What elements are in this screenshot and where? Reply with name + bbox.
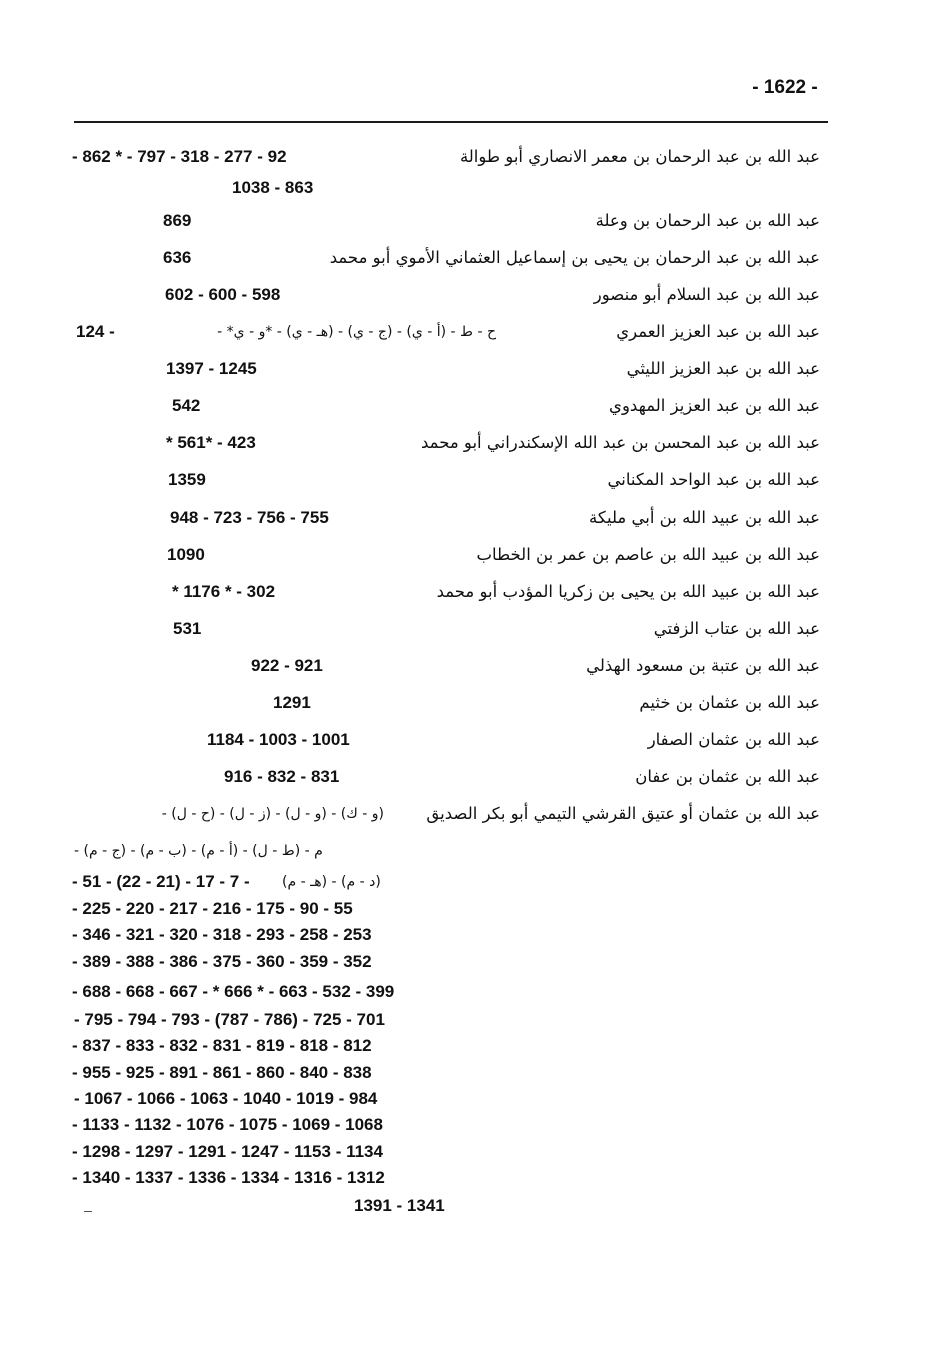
entry-refs-line: 1391 - 1341 bbox=[354, 1196, 445, 1215]
entry-name: عبد الله بن عبيد الله بن عاصم بن عمر بن الخطاب bbox=[476, 545, 820, 564]
entry-name: عبد الله بن عتبة بن مسعود الهذلي bbox=[586, 656, 820, 675]
entry-refs-line: - 346 - 321 - 320 - 318 - 293 - 258 - 253 bbox=[72, 925, 372, 944]
entry-refs: 1184 - 1003 - 1001 bbox=[207, 730, 350, 749]
entry-refs: 916 - 832 - 831 bbox=[224, 767, 340, 786]
entry-refs: 542 bbox=[172, 396, 201, 415]
entry-refs: 869 bbox=[163, 211, 192, 230]
entry-name: عبد الله بن عثمان الصفار bbox=[647, 730, 820, 749]
entry-refs: 602 - 600 - 598 bbox=[165, 285, 281, 304]
entry-name: عبد الله بن عبد العزيز المهدوي bbox=[609, 396, 820, 415]
entry-refs-line: - 1298 - 1297 - 1291 - 1247 - 1153 - 1134 bbox=[72, 1142, 383, 1161]
entry-refs: 1359 bbox=[168, 470, 206, 489]
entry-name: عبد الله بن عبد السلام أبو منصور bbox=[593, 285, 820, 304]
entry-refs: - 862 * - 797 - 318 - 277 - 92 bbox=[72, 147, 287, 166]
entry-refs-line: - 688 - 668 - 667 - * 666 * - 663 - 532 - 399 bbox=[72, 982, 395, 1001]
entry-refs: 1090 bbox=[167, 545, 205, 564]
entry-refs: 124 - bbox=[76, 322, 115, 341]
entry-refs: * 561* - 423 bbox=[166, 433, 256, 452]
page-number: - 1622 - bbox=[752, 77, 818, 98]
entry-refs: 922 - 921 bbox=[251, 656, 323, 675]
entry-refs-line: - 389 - 388 - 386 - 375 - 360 - 359 - 352 bbox=[72, 952, 372, 971]
header-rule bbox=[74, 121, 828, 123]
entry-refs-line: - 1067 - 1066 - 1063 - 1040 - 1019 - 984 bbox=[74, 1089, 378, 1108]
entry-refs-abbr-line: - (ج - م) - (ب - م) - (أ - م) - م - (ط - ل) bbox=[74, 843, 323, 859]
entry-name: عبد الله بن عثمان أو عتيق القرشي التيمي أبو بكر الصديق bbox=[426, 804, 820, 823]
entry-name: عبد الله بن عبد العزيز العمري bbox=[616, 322, 820, 341]
entry-refs-line: - 225 - 220 - 217 - 216 - 175 - 90 - 55 bbox=[72, 899, 353, 918]
entry-refs-line: - 51 - (22 - 21) - 17 - 7 - bbox=[72, 872, 250, 891]
entry-name: عبد الله بن عبد المحسن بن عبد الله الإسكندراني أبو محمد bbox=[421, 433, 820, 452]
entry-refs: 1397 - 1245 bbox=[166, 359, 257, 378]
entry-name: عبد الله بن عثمان بن خثيم bbox=[639, 693, 820, 712]
entry-name: عبد الله بن عبد الرحمان بن وعلة bbox=[595, 211, 820, 230]
entry-refs-abbr-line: (هـ - م) - (د - م) bbox=[282, 874, 381, 890]
entry-name: عبد الله بن عبد الواحد المكناني bbox=[607, 470, 820, 489]
entry-name: عبد الله بن عبيد الله بن أبي مليكة bbox=[589, 508, 820, 527]
entry-name: عبد الله بن عتاب الزفتي bbox=[653, 619, 820, 638]
entry-refs-abbr: (و - ك) - (و - ل) - (ز - ل) - (ح - ل) - bbox=[161, 806, 384, 822]
entry-name: عبد الله بن عبد الرحمان بن معمر الانصاري أبو طوالة bbox=[459, 147, 820, 166]
entry-name: عبد الله بن عثمان بن عفان bbox=[635, 767, 820, 786]
entry-refs: 1291 bbox=[273, 693, 311, 712]
entry-name: عبد الله بن عبد الرحمان بن يحيى بن إسماعيل العثماني الأموي أبو محمد bbox=[329, 248, 820, 267]
entry-name: عبد الله بن عبد العزيز الليثي bbox=[626, 359, 820, 378]
entry-refs-line: - 955 - 925 - 891 - 861 - 860 - 840 - 838 bbox=[72, 1063, 372, 1082]
entry-refs: 948 - 723 - 756 - 755 bbox=[170, 508, 329, 527]
entry-refs-line: - 1133 - 1132 - 1076 - 1075 - 1069 - 1068 bbox=[72, 1115, 383, 1134]
entry-refs: * 1176 * - 302 bbox=[172, 582, 276, 601]
entry-refs: 531 bbox=[173, 619, 202, 638]
entry-refs-abbr: ح - ط - (أ - ي) - (ج - ي) - (هـ - ي) - *و - ي* - bbox=[217, 324, 496, 340]
entry-name: عبد الله بن عبيد الله بن يحيى بن زكريا المؤدب أبو محمد bbox=[436, 582, 820, 601]
entry-refs-continued: 1038 - 863 bbox=[232, 178, 314, 197]
entry-refs-line: - 795 - 794 - 793 - (787 - 786) - 725 - 701 bbox=[74, 1010, 385, 1029]
entry-refs-line: - 837 - 833 - 832 - 831 - 819 - 818 - 812 bbox=[72, 1036, 372, 1055]
entry-refs: 636 bbox=[163, 248, 192, 267]
entry-refs-line: - 1340 - 1337 - 1336 - 1334 - 1316 - 1312 bbox=[72, 1168, 385, 1187]
scan-mark bbox=[84, 1211, 92, 1212]
